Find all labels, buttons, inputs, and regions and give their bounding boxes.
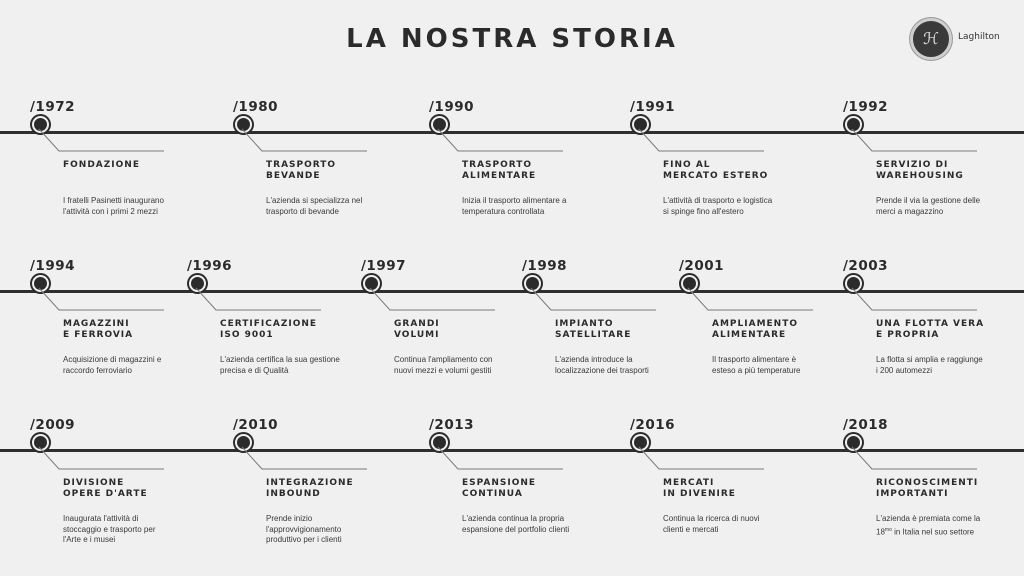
connector-line bbox=[639, 447, 764, 469]
timeline-event bbox=[187, 258, 387, 398]
connector-line bbox=[39, 288, 164, 310]
event-description: Il trasporto alimentare è esteso a più temperature bbox=[712, 355, 801, 375]
timeline-event bbox=[843, 417, 1024, 557]
event-description-post: in Italia nel suo settore bbox=[891, 527, 975, 537]
event-heading: GRANDI VOLUMI bbox=[394, 319, 440, 340]
connector-line bbox=[438, 447, 563, 469]
event-description-sup: mo bbox=[884, 526, 892, 533]
connector-line bbox=[370, 288, 495, 310]
connector-line bbox=[639, 129, 764, 151]
timeline-event bbox=[429, 417, 629, 557]
event-year: /2001 bbox=[679, 258, 725, 274]
timeline-event bbox=[843, 99, 1024, 239]
event-description: Prende inizio l'approvvigionamento produttivo per i clienti bbox=[266, 514, 342, 544]
connector-line bbox=[438, 129, 563, 151]
event-description: Inizia il trasporto alimentare a temperatura controllata bbox=[462, 196, 567, 216]
event-year: /1980 bbox=[233, 99, 279, 115]
event-heading: AMPLIAMENTO ALIMENTARE bbox=[712, 319, 798, 340]
event-heading: FINO AL MERCATO ESTERO bbox=[663, 160, 769, 181]
event-description: Acquisizione di magazzini e raccordo ferroviario bbox=[63, 355, 162, 375]
timeline-event bbox=[233, 99, 433, 239]
connector-line bbox=[242, 129, 367, 151]
event-description: La flotta si amplia e raggiunge i 200 automezzi bbox=[876, 355, 983, 375]
event-heading: FONDAZIONE bbox=[63, 160, 140, 170]
event-heading: ESPANSIONE CONTINUA bbox=[462, 478, 537, 499]
event-year: /2016 bbox=[630, 417, 676, 433]
event-description-pre: L'azienda è premiata come la 18 bbox=[876, 514, 981, 537]
event-year: /1972 bbox=[30, 99, 76, 115]
event-year: /1996 bbox=[187, 258, 233, 274]
timeline-event bbox=[630, 417, 830, 557]
event-heading: TRASPORTO ALIMENTARE bbox=[462, 160, 537, 181]
event-description: I fratelli Pasinetti inaugurano l'attività con i primi 2 mezzi bbox=[63, 196, 164, 216]
event-heading: SERVIZIO DI WAREHOUSING bbox=[876, 160, 964, 181]
event-heading: MAGAZZINI E FERROVIA bbox=[63, 319, 134, 340]
event-description: Inaugurata l'attività di stoccaggio e trasporto per l'Arte e i musei bbox=[63, 514, 156, 544]
connector-line bbox=[39, 129, 164, 151]
event-year: /1992 bbox=[843, 99, 889, 115]
event-year: /2010 bbox=[233, 417, 279, 433]
event-year: /2013 bbox=[429, 417, 475, 433]
event-description bbox=[876, 514, 1024, 538]
connector-line bbox=[852, 288, 977, 310]
connector-line bbox=[242, 447, 367, 469]
event-heading: INTEGRAZIONE INBOUND bbox=[266, 478, 354, 499]
event-heading: CERTIFICAZIONE ISO 9001 bbox=[220, 319, 318, 340]
event-year: /1990 bbox=[429, 99, 475, 115]
event-heading: TRASPORTO BEVANDE bbox=[266, 160, 337, 181]
event-description: L'azienda si specializza nel trasporto di bevande bbox=[266, 196, 363, 216]
event-heading: UNA FLOTTA VERA E PROPRIA bbox=[876, 319, 985, 340]
connector-line bbox=[852, 447, 977, 469]
event-heading: DIVISIONE OPERE D'ARTE bbox=[63, 478, 148, 499]
timeline-event bbox=[30, 417, 230, 557]
event-description: L'azienda introduce la localizzazione dei trasporti bbox=[555, 355, 649, 375]
event-heading: MERCATI IN DIVENIRE bbox=[663, 478, 736, 499]
connector-line bbox=[688, 288, 813, 310]
timeline-event bbox=[233, 417, 433, 557]
timeline-event bbox=[843, 258, 1024, 398]
event-heading: RICONOSCIMENTI IMPORTANTI bbox=[876, 478, 979, 499]
timeline-event bbox=[30, 99, 230, 239]
event-heading: IMPIANTO SATELLITARE bbox=[555, 319, 632, 340]
event-year: /1994 bbox=[30, 258, 76, 274]
event-description: Continua l'ampliamento con nuovi mezzi e volumi gestiti bbox=[394, 355, 493, 375]
event-year: /1991 bbox=[630, 99, 676, 115]
event-description: Continua la ricerca di nuovi clienti e mercati bbox=[663, 514, 760, 534]
event-year: /1998 bbox=[522, 258, 568, 274]
event-year: /2009 bbox=[30, 417, 76, 433]
connector-line bbox=[196, 288, 321, 310]
monogram-logo-icon: ℋ bbox=[910, 18, 952, 60]
connector-line bbox=[39, 447, 164, 469]
brand-name: Laghilton bbox=[958, 32, 1000, 42]
event-description: L'azienda certifica la sua gestione precisa e di Qualità bbox=[220, 355, 340, 375]
event-year: /2018 bbox=[843, 417, 889, 433]
brand-logo bbox=[910, 18, 1020, 62]
connector-line bbox=[531, 288, 656, 310]
event-year: /1997 bbox=[361, 258, 407, 274]
event-description: L'attività di trasporto e logistica si spinge fino all'estero bbox=[663, 196, 773, 216]
page-title: LA NOSTRA STORIA bbox=[346, 24, 678, 54]
event-description: Prende il via la gestione delle merci a magazzino bbox=[876, 196, 981, 216]
timeline-event bbox=[630, 99, 830, 239]
event-description: L'azienda continua la propria espansione del portfolio clienti bbox=[462, 514, 570, 534]
timeline-event bbox=[429, 99, 629, 239]
connector-line bbox=[852, 129, 977, 151]
event-year: /2003 bbox=[843, 258, 889, 274]
